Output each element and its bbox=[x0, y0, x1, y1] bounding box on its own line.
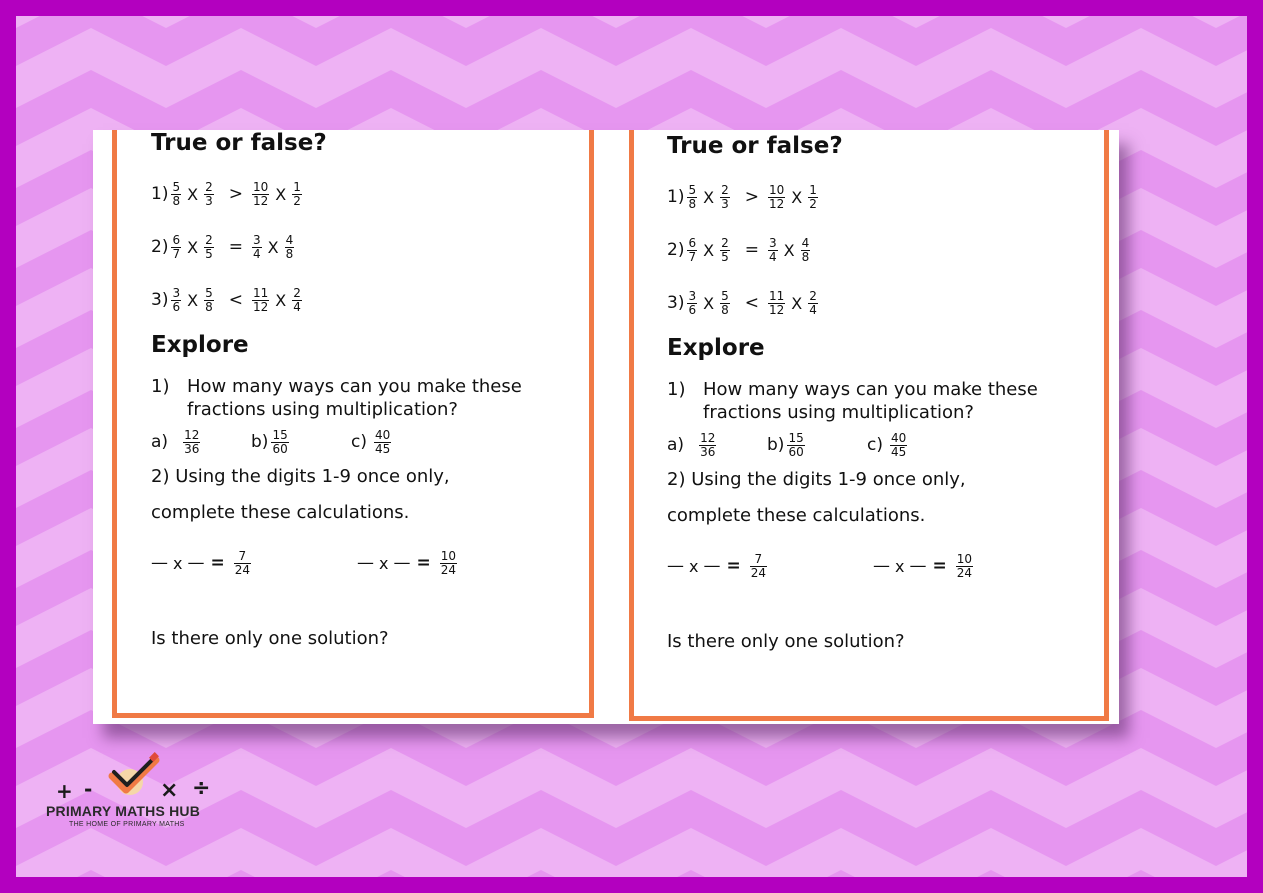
fraction: $\frac{7}{24}$ bbox=[750, 551, 766, 580]
option-label: b) bbox=[767, 435, 785, 455]
question-1-line-2: fractions using multiplication? bbox=[187, 399, 458, 420]
problem-label: 2) bbox=[667, 240, 685, 260]
fraction: $\frac{40}{45}$ bbox=[890, 430, 907, 459]
fraction: $\frac{2}{3}$ bbox=[205, 179, 213, 208]
heading-true-or-false: True or false? bbox=[151, 130, 327, 156]
fraction: $\frac{2}{4}$ bbox=[293, 285, 301, 314]
equals-sign: = bbox=[416, 553, 431, 573]
comparison-sign: > bbox=[228, 184, 243, 204]
fraction: $\frac{6}{7}$ bbox=[688, 235, 697, 264]
comparison-sign: < bbox=[744, 293, 759, 313]
option-label: c) bbox=[351, 432, 367, 452]
times-sign: X bbox=[275, 290, 287, 310]
fraction: $\frac{12}{36}$ bbox=[700, 430, 716, 459]
blank-line: — bbox=[873, 556, 890, 576]
calculation-2 bbox=[357, 543, 460, 583]
question-2-line-1: 2) Using the digits 1-9 once only, bbox=[667, 469, 966, 490]
fraction: $\frac{5}{8}$ bbox=[205, 285, 213, 314]
fraction: $\frac{10}{12}$ bbox=[768, 182, 785, 211]
blank-line: — bbox=[703, 556, 721, 576]
heading-explore: Explore bbox=[667, 335, 765, 361]
problem-row bbox=[667, 177, 821, 217]
equals-sign: = bbox=[726, 556, 741, 576]
times-sign: x bbox=[895, 556, 905, 576]
blank-line: — bbox=[187, 553, 205, 573]
comparison-sign: = bbox=[744, 240, 759, 260]
closing-question: Is there only one solution? bbox=[667, 631, 905, 652]
question-1-line-1: How many ways can you make these bbox=[187, 376, 522, 397]
calculation-1 bbox=[667, 546, 770, 586]
calculation-1 bbox=[151, 543, 254, 583]
fraction: $\frac{3}{6}$ bbox=[688, 288, 697, 317]
fraction: $\frac{4}{8}$ bbox=[285, 232, 294, 261]
option-label: c) bbox=[867, 435, 883, 455]
fraction: $\frac{5}{8}$ bbox=[721, 288, 729, 317]
equals-sign: = bbox=[210, 553, 225, 573]
times-symbol: × bbox=[160, 778, 179, 803]
fraction: $\frac{15}{60}$ bbox=[788, 430, 804, 459]
logo-title: PRIMARY MATHS HUB bbox=[46, 803, 201, 819]
fraction: $\frac{6}{7}$ bbox=[172, 232, 181, 261]
minus-symbol: - bbox=[84, 777, 93, 801]
blank-line: — bbox=[393, 553, 411, 573]
blank-line: — bbox=[667, 556, 684, 576]
times-sign: X bbox=[783, 240, 795, 260]
problem-row bbox=[151, 174, 305, 214]
fraction: $\frac{4}{8}$ bbox=[801, 235, 810, 264]
problem-label: 2) bbox=[151, 237, 169, 257]
option-label: a) bbox=[151, 432, 169, 452]
fraction: $\frac{3}{4}$ bbox=[768, 235, 777, 264]
times-sign: x bbox=[689, 556, 699, 576]
times-sign: X bbox=[187, 184, 199, 204]
question-1-label: 1) bbox=[151, 376, 170, 397]
times-sign: X bbox=[791, 293, 803, 313]
question-2-line-2: complete these calculations. bbox=[667, 505, 926, 526]
blank-line: — bbox=[357, 553, 374, 573]
question-2-line-2: complete these calculations. bbox=[151, 502, 410, 523]
comparison-sign: < bbox=[228, 290, 243, 310]
option-b bbox=[767, 425, 808, 465]
question-1-line-2: fractions using multiplication? bbox=[703, 402, 974, 423]
option-a bbox=[667, 425, 719, 465]
option-a bbox=[151, 422, 203, 462]
times-sign: X bbox=[275, 184, 287, 204]
question-1-line-1: How many ways can you make these bbox=[703, 379, 1038, 400]
comparison-sign: = bbox=[228, 237, 243, 257]
fraction: $\frac{11}{12}$ bbox=[768, 288, 785, 317]
task-card-right bbox=[629, 130, 1109, 721]
times-sign: X bbox=[267, 237, 279, 257]
problem-label: 3) bbox=[151, 290, 169, 310]
problem-row bbox=[667, 230, 813, 270]
fraction: $\frac{1}{2}$ bbox=[293, 179, 301, 208]
fraction: $\frac{40}{45}$ bbox=[374, 427, 391, 456]
closing-question: Is there only one solution? bbox=[151, 628, 389, 649]
problem-row bbox=[151, 280, 305, 320]
option-c bbox=[351, 422, 394, 462]
times-sign: X bbox=[791, 187, 803, 207]
times-sign: x bbox=[173, 553, 183, 573]
comparison-sign: > bbox=[744, 187, 759, 207]
times-sign: X bbox=[187, 237, 199, 257]
option-label: b) bbox=[251, 432, 269, 452]
worksheet-page bbox=[93, 130, 1119, 724]
problem-label: 1) bbox=[667, 187, 685, 207]
fraction: $\frac{3}{4}$ bbox=[252, 232, 261, 261]
fraction: $\frac{3}{6}$ bbox=[172, 285, 181, 314]
heading-explore: Explore bbox=[151, 332, 249, 358]
times-sign: X bbox=[703, 240, 715, 260]
option-b bbox=[251, 422, 292, 462]
fraction: $\frac{10}{24}$ bbox=[956, 551, 972, 580]
blank-line: — bbox=[909, 556, 927, 576]
problem-row bbox=[667, 283, 821, 323]
fraction: $\frac{2}{4}$ bbox=[809, 288, 817, 317]
logo-subtitle: THE HOME OF PRIMARY MATHS bbox=[69, 821, 185, 828]
fraction: $\frac{10}{12}$ bbox=[252, 179, 269, 208]
heading-true-or-false: True or false? bbox=[667, 133, 843, 159]
question-2-line-1: 2) Using the digits 1-9 once only, bbox=[151, 466, 450, 487]
fraction: $\frac{7}{24}$ bbox=[234, 548, 250, 577]
question-1-label: 1) bbox=[667, 379, 686, 400]
times-sign: X bbox=[187, 290, 199, 310]
fraction: $\frac{10}{24}$ bbox=[440, 548, 456, 577]
primary-maths-hub-logo bbox=[40, 752, 230, 832]
fraction: $\frac{2}{5}$ bbox=[721, 235, 729, 264]
plus-symbol: + bbox=[56, 779, 73, 803]
fraction: $\frac{12}{36}$ bbox=[184, 427, 200, 456]
problem-row bbox=[151, 227, 297, 267]
problem-label: 3) bbox=[667, 293, 685, 313]
times-sign: x bbox=[379, 553, 389, 573]
equals-sign: = bbox=[932, 556, 947, 576]
calculation-2 bbox=[873, 546, 976, 586]
fraction: $\frac{2}{3}$ bbox=[721, 182, 729, 211]
fraction: $\frac{15}{60}$ bbox=[272, 427, 288, 456]
fraction: $\frac{11}{12}$ bbox=[252, 285, 269, 314]
fraction: $\frac{1}{2}$ bbox=[809, 182, 817, 211]
blank-line: — bbox=[151, 553, 168, 573]
times-sign: X bbox=[703, 187, 715, 207]
fraction: $\frac{2}{5}$ bbox=[205, 232, 213, 261]
option-label: a) bbox=[667, 435, 685, 455]
fraction: $\frac{5}{8}$ bbox=[688, 182, 697, 211]
times-sign: X bbox=[703, 293, 715, 313]
problem-label: 1) bbox=[151, 184, 169, 204]
fraction: $\frac{5}{8}$ bbox=[172, 179, 181, 208]
divide-symbol: ÷ bbox=[192, 776, 211, 801]
task-card-left bbox=[112, 130, 594, 718]
option-c bbox=[867, 425, 910, 465]
